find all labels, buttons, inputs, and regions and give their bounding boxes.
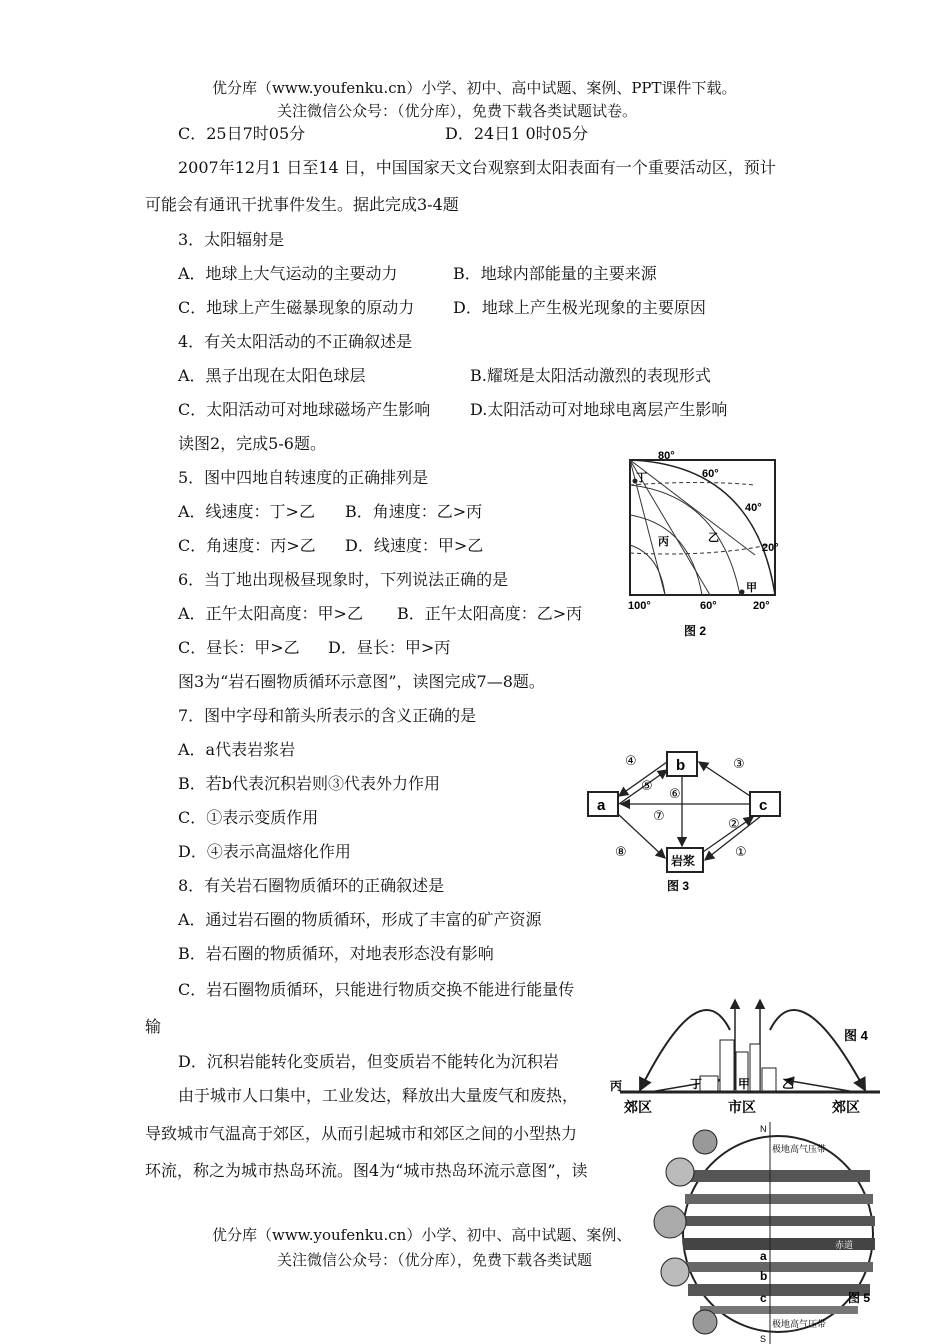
fig3-num-7: ⑦: [653, 808, 665, 823]
fig5-globe: [683, 1136, 873, 1332]
q7-option-d: D．④表示高温熔化作用: [178, 842, 351, 861]
question-3: 3．太阳辐射是: [178, 230, 285, 249]
fig4-building: [700, 1076, 718, 1092]
fig4-label-jia: 甲: [738, 1077, 751, 1091]
fig2-lon-60: 60°: [700, 600, 717, 612]
fig5-belt: [700, 1306, 858, 1314]
fig3-label-a: a: [597, 797, 606, 814]
intro-3-4-line1: 2007年12月1 日至14 日，中国国家天文台观察到太阳表面有一个重要活动区，预计: [178, 158, 776, 177]
question-5: 5．图中四地自转速度的正确排列是: [178, 468, 429, 487]
fig5-belt: [685, 1194, 873, 1204]
fig5-belt: [685, 1262, 873, 1272]
figure-4: [610, 980, 900, 1120]
fig5-belt: [688, 1284, 870, 1296]
fig4-suburb-left: 郊区: [624, 1099, 652, 1115]
fig3-num-5: ⑤: [641, 778, 653, 793]
fig3-num-3: ③: [733, 756, 745, 771]
fig2-label-yi: 乙: [708, 532, 719, 544]
q8-option-c-line2: 输: [145, 1017, 162, 1036]
fig4-label-yi: 乙: [782, 1077, 795, 1091]
fig2-caption: 图 2: [684, 624, 707, 638]
fig3-label-c: c: [759, 797, 768, 814]
q8-option-b: B．岩石圈的物质循环，对地表形态没有影响: [178, 944, 494, 963]
q4-option-b: B.耀斑是太阳活动激烈的表现形式: [470, 366, 711, 385]
fig3-num-1: ①: [735, 844, 747, 859]
q7-option-c: C．①表示变质作用: [178, 808, 319, 827]
question-6: 6．当丁地出现极昼现象时，下列说法正确的是: [178, 570, 509, 589]
fig2-lat-60: 60°: [702, 468, 719, 480]
fig4-caption: 图 4: [844, 1028, 868, 1043]
q4-option-d: D.太阳活动可对地球电离层产生影响: [470, 400, 728, 419]
fig5-cell: [693, 1310, 717, 1334]
fig4-surface-wind-right: [785, 1080, 855, 1092]
fig2-outer-arc: [630, 460, 775, 595]
q3-option-a: A．地球上大气运动的主要动力: [178, 264, 398, 283]
q5-option-a: A．线速度：丁>乙: [178, 502, 315, 521]
fig5-lat-30: 30°: [698, 1207, 711, 1216]
intro-5-6: 读图2，完成5-6题。: [178, 434, 326, 453]
q7-option-b: B．若b代表沉积岩则③代表外力作用: [178, 774, 441, 793]
q8-option-d: D．沉积岩能转化变质岩，但变质岩不能转化为沉积岩: [178, 1052, 559, 1071]
intro-7-8: 图3为“岩石圈物质循环示意图”，读图完成7—8题。: [178, 672, 545, 691]
q6-option-c: C．昼长：甲>乙: [178, 638, 300, 657]
fig3-label-magma: 岩浆: [671, 854, 696, 868]
q3-option-d: D．地球上产生极光现象的主要原因: [453, 298, 706, 317]
fig2-label-bing: 丙: [658, 536, 669, 548]
fig5-belt: [683, 1216, 875, 1226]
q6-option-d: D．昼长：甲>丙: [328, 638, 451, 657]
q6-option-b: B．正午太阳高度：乙>丙: [397, 604, 583, 623]
fig5-belt: [688, 1170, 870, 1182]
fig2-point-jia: [740, 590, 745, 595]
fig5-label-high-south: 极地高气压带: [772, 1319, 827, 1329]
figure-3: [583, 740, 793, 900]
fig2-lat-80: 80°: [658, 450, 675, 462]
q2-option-d: D．24日1 0时05分: [445, 124, 588, 143]
q2-option-c: C．25日7时05分: [178, 124, 306, 143]
q5-option-b: B．角速度：乙>丙: [345, 502, 483, 521]
q3-option-b: B．地球内部能量的主要来源: [453, 264, 657, 283]
question-4: 4．有关太阳活动的不正确叙述是: [178, 332, 413, 351]
fig3-num-4: ④: [625, 753, 637, 768]
question-8: 8．有关岩石圈物质循环的正确叙述是: [178, 876, 445, 895]
fig4-suburb-right: 郊区: [832, 1099, 860, 1115]
intro-3-4-line2: 可能会有通讯干扰事件发生。据此完成3-4题: [145, 195, 459, 214]
fig2-lon-20: 20°: [753, 600, 770, 612]
fig4-building: [762, 1068, 776, 1092]
q4-option-a: A．黑子出现在太阳色球层: [178, 366, 366, 385]
fig4-label-bing: 丙: [610, 1079, 623, 1093]
fig5-cell: [693, 1130, 717, 1154]
fig5-label-n: N: [760, 1124, 767, 1134]
q8-option-c-line1: C．岩石圈物质循环，只能进行物质交换不能进行能量传: [178, 980, 575, 999]
fig4-building: [750, 1044, 760, 1092]
q7-option-a: A．a代表岩浆岩: [178, 740, 296, 759]
q8-option-a: A．通过岩石圈的物质循环，形成了丰富的矿产资源: [178, 910, 542, 929]
fig3-num-6: ⑥: [669, 786, 681, 801]
fig5-cell: [661, 1258, 689, 1286]
intro-heat-island-1: 由于城市人口集中，工业发达，释放出大量废气和废热，: [178, 1086, 579, 1105]
question-7: 7．图中字母和箭头所表示的含义正确的是: [178, 706, 477, 725]
fig5-label-b: b: [760, 1269, 768, 1283]
q3-option-c: C．地球上产生磁暴现象的原动力: [178, 298, 415, 317]
fig2-lon-100: 100°: [628, 600, 651, 612]
fig4-building: [720, 1040, 734, 1092]
fig5-label-high-north: 极地高气压带: [772, 1144, 827, 1154]
intro-heat-island-2: 导致城市气温高于郊区，从而引起城市和郊区之间的小型热力: [145, 1124, 578, 1143]
fig3-label-b: b: [676, 757, 686, 774]
fig5-label-a: a: [760, 1249, 767, 1263]
fig2-lat-20: 20°: [762, 542, 779, 554]
fig4-label-ding: 丁: [690, 1077, 703, 1091]
fig5-cell: [654, 1206, 686, 1238]
q5-option-c: C．角速度：丙>乙: [178, 536, 316, 555]
fig5-cell: [666, 1158, 694, 1186]
fig5-label-equator: 赤道: [835, 1240, 854, 1250]
figure-2: [620, 445, 790, 645]
figure-5: [630, 1122, 900, 1344]
fig2-label-jia: 甲: [746, 582, 757, 594]
q6-option-a: A．正午太阳高度：甲>乙: [178, 604, 363, 623]
fig3-num-2: ②: [728, 816, 740, 831]
fig5-lat-60: 60°: [698, 1185, 711, 1194]
intro-heat-island-3: 环流，称之为城市热岛环流。图4为“城市热岛环流示意图”，读: [145, 1161, 588, 1180]
q5-option-d: D．线速度：甲>乙: [345, 536, 484, 555]
fig3-num-8: ⑧: [615, 844, 627, 859]
header-line-2: 关注微信公众号：（优分库），免费下载各类试题试卷。: [277, 102, 638, 120]
header-line-1: 优分库（www.youfenku.cn）小学、初中、高中试题、案例、PPT课件下载。: [212, 79, 737, 97]
fig2-meridian: [630, 460, 755, 555]
fig5-label-c: c: [760, 1291, 767, 1305]
footer-line-2: 关注微信公众号：（优分库），免费下载各类试题: [277, 1251, 593, 1269]
fig2-lat-40: 40°: [745, 502, 762, 514]
footer-line-1: 优分库（www.youfenku.cn）小学、初中、高中试题、案例、: [212, 1226, 632, 1244]
fig3-caption: 图 3: [667, 879, 690, 893]
fig2-arc: [630, 515, 702, 595]
fig5-caption: 图 5: [848, 1291, 871, 1305]
fig2-arc: [630, 545, 665, 595]
fig2-label-ding: 丁: [636, 472, 647, 484]
fig5-label-s: S: [760, 1334, 767, 1344]
fig2-dashed-line: [630, 483, 755, 486]
fig4-city: 市区: [728, 1099, 756, 1115]
q4-option-c: C．太阳活动可对地球磁场产生影响: [178, 400, 431, 419]
